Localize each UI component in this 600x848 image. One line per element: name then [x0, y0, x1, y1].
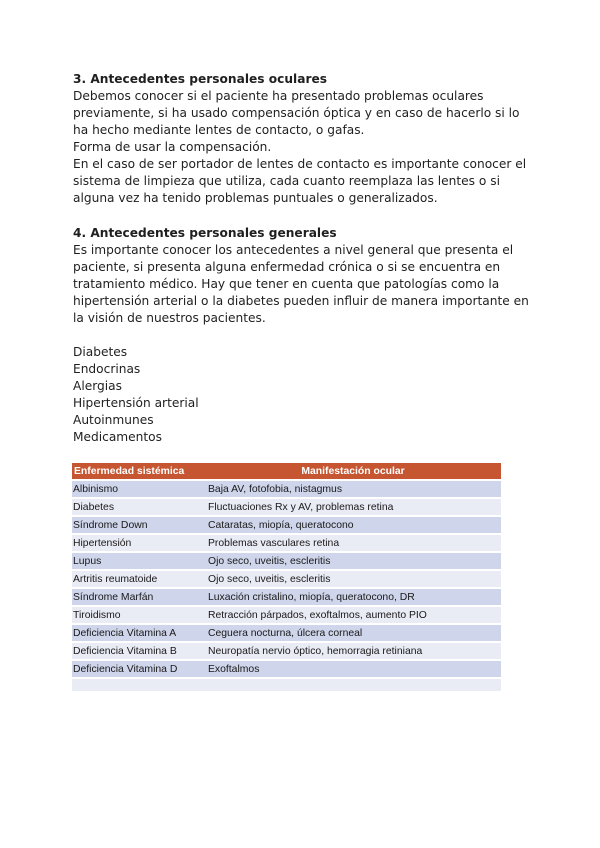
text-line: paciente, si presenta alguna enfermedad crónica o si se encuentra en — [73, 260, 501, 274]
manifestation-cell: Baja AV, fotofobia, nistagmus — [203, 481, 501, 497]
disease-cell: Lupus — [72, 553, 203, 569]
conditions-list — [73, 344, 533, 446]
section-4-heading: 4. Antecedentes personales generales — [73, 226, 337, 240]
manifestation-cell: Retracción párpados, exoftalmos, aumento PIO — [203, 607, 501, 623]
table-trailing-row — [72, 679, 501, 691]
table-row — [72, 535, 501, 551]
disease-cell: Síndrome Down — [72, 517, 203, 533]
manifestation-cell: Ojo seco, uveitis, escleritis — [203, 553, 501, 569]
disease-cell: Síndrome Marfán — [72, 589, 203, 605]
manifestation-cell: Problemas vasculares retina — [203, 535, 501, 551]
section-3-paragraph — [73, 88, 533, 207]
manifestation-cell: Neuropatía nervio óptico, hemorragia retiniana — [203, 643, 501, 659]
text-line: Forma de usar la compensación. — [73, 140, 272, 154]
disease-cell: Tiroidismo — [72, 607, 203, 623]
column-header-manifestation: Manifestación ocular — [203, 463, 501, 479]
systemic-disease-table — [72, 461, 501, 693]
disease-cell: Hipertensión — [72, 535, 203, 551]
manifestation-cell: Ceguera nocturna, úlcera corneal — [203, 625, 501, 641]
text-line: ha hecho mediante lentes de contacto, o gafas. — [73, 123, 365, 137]
disease-cell: Deficiencia Vitamina B — [72, 643, 203, 659]
manifestation-cell: Fluctuaciones Rx y AV, problemas retina — [203, 499, 501, 515]
condition-item: Alergias — [73, 379, 122, 393]
table-row — [72, 607, 501, 623]
text-line: En el caso de ser portador de lentes de contacto es importante conocer el — [73, 157, 527, 171]
condition-item: Medicamentos — [73, 430, 162, 444]
section-3-heading: 3. Antecedentes personales oculares — [73, 72, 327, 86]
manifestation-cell: Exoftalmos — [203, 661, 501, 677]
disease-cell: Albinismo — [72, 481, 203, 497]
table-row — [72, 499, 501, 515]
table-row — [72, 553, 501, 569]
text-line: alguna vez ha tenido problemas puntuales o generalizados. — [73, 191, 438, 205]
text-line: tratamiento médico. Hay que tener en cuenta que patologías como la — [73, 277, 500, 291]
table-row — [72, 517, 501, 533]
section-general-history — [73, 225, 533, 327]
text-line: previamente, si ha usado compensación óptica y en caso de hacerlo si lo — [73, 106, 520, 120]
text-line: Debemos conocer si el paciente ha presentado problemas oculares — [73, 89, 484, 103]
disease-cell: Deficiencia Vitamina D — [72, 661, 203, 677]
condition-item: Autoinmunes — [73, 413, 154, 427]
column-header-disease: Enfermedad sistémica — [72, 463, 203, 479]
manifestation-cell: Ojo seco, uveitis, escleritis — [203, 571, 501, 587]
document-body — [73, 71, 533, 446]
table-row — [72, 625, 501, 641]
table-row — [72, 571, 501, 587]
disease-cell: Artritis reumatoide — [72, 571, 203, 587]
condition-item: Hipertensión arterial — [73, 396, 199, 410]
condition-item: Endocrinas — [73, 362, 141, 376]
table-row — [72, 481, 501, 497]
text-line: la visión de nuestros pacientes. — [73, 311, 266, 325]
empty-cell — [203, 679, 501, 691]
text-line: hipertensión arterial o la diabetes pueden influir de manera importante en — [73, 294, 529, 308]
table-header-row — [72, 463, 501, 479]
section-ocular-history — [73, 71, 533, 207]
text-line: sistema de limpieza que utiliza, cada cuanto reemplaza las lentes o si — [73, 174, 500, 188]
text-line: Es importante conocer los antecedentes a nivel general que presenta el — [73, 243, 514, 257]
disease-cell: Deficiencia Vitamina A — [72, 625, 203, 641]
table-row — [72, 589, 501, 605]
section-4-paragraph — [73, 242, 533, 327]
table-row — [72, 643, 501, 659]
manifestation-cell: Luxación cristalino, miopía, queratocono, DR — [203, 589, 501, 605]
empty-cell — [72, 679, 203, 691]
condition-item: Diabetes — [73, 345, 128, 359]
table-row — [72, 661, 501, 677]
disease-cell: Diabetes — [72, 499, 203, 515]
manifestation-cell: Cataratas, miopía, queratocono — [203, 517, 501, 533]
